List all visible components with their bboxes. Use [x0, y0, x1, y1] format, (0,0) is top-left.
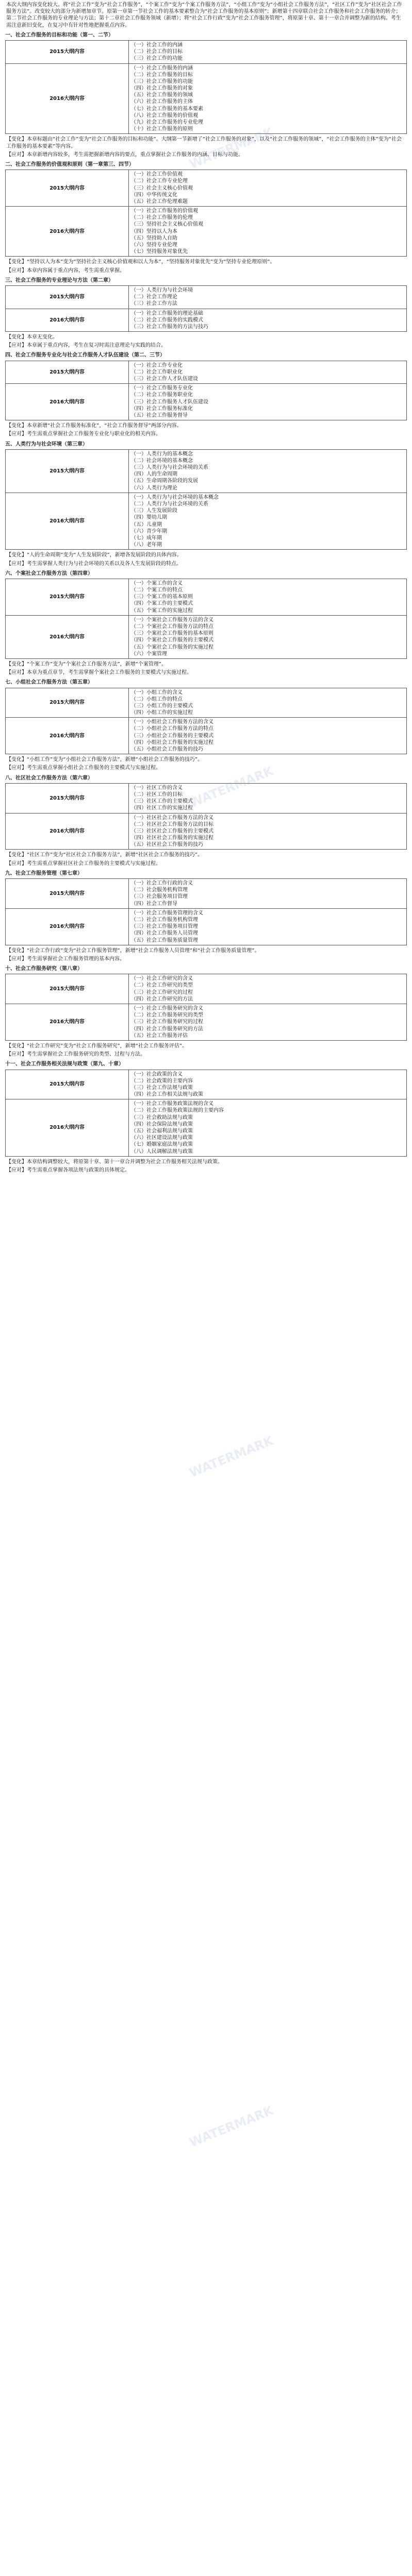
- outline-item: （八）社会工作服务的价值观: [131, 112, 198, 118]
- outline-item: （一）社会工作服务政策法规的含义: [131, 1101, 213, 1107]
- outline-items: [129, 285, 407, 309]
- section-title: 四、社会工作服务专业化与社会工作服务人才队伍建设（第二、三节）: [5, 352, 165, 359]
- outline-item: （一）个案社会工作服务方法的含义: [131, 617, 213, 623]
- outline-section: [0, 441, 412, 567]
- change-note: 【变化】本章结构调整较大，将原第十章、第十一章合并调整为社会工作服务相关法规与政策。: [6, 1159, 223, 1165]
- section-title: 一、社会工作服务的目标和功能（第一、二节）: [5, 32, 113, 38]
- outline-item: （三）坚持社会主义核心价值观: [131, 222, 203, 228]
- comparison-table: [5, 579, 407, 659]
- outline-item: （一）社会工作价值观: [131, 172, 183, 178]
- outline-item: （二）社会服务机构管理: [131, 887, 188, 893]
- outline-item: （二）社会政策的主要内容: [131, 1078, 193, 1084]
- table-row: [6, 688, 407, 718]
- outline-items: [129, 207, 407, 257]
- table-row: [6, 813, 407, 850]
- strategy-note: 【应对】考生需掌握社会工作服务研究的类型、过程与方法。: [6, 1052, 145, 1058]
- year-label: 2016大纲内容: [6, 615, 129, 658]
- outline-item: （四）社会工作服务标准化: [131, 405, 193, 412]
- watermark: WATERMARK: [187, 1433, 275, 1480]
- year-label: 2016大纲内容: [6, 309, 129, 332]
- outline-item: （二）小组社会工作服务方法的特点: [131, 726, 213, 732]
- outline-items: [129, 449, 407, 493]
- year-label: 2016大纲内容: [6, 908, 129, 945]
- outline-item: （三）社会服务项目管理: [131, 894, 188, 900]
- outline-item: （六）青少年期: [131, 528, 167, 534]
- outline-item: （五）生命周期各阶段的发展: [131, 478, 198, 484]
- table-row: [6, 879, 407, 909]
- outline-item: （四）中华传统文化: [131, 192, 177, 198]
- year-label: 2015大纲内容: [6, 40, 129, 63]
- outline-item: （一）小组社会工作服务方法的含义: [131, 719, 213, 725]
- outline-item: （五）社会工作服务质量管理: [131, 937, 198, 943]
- outline-item: （四）婴幼儿期: [131, 515, 167, 521]
- outline-section: [0, 32, 412, 158]
- section-title: 十、社会工作服务研究（第八章）: [5, 966, 83, 972]
- change-note: 【变化】“小组工作”变为“小组社会工作服务方法”，新增“小组社会工作服务的技巧”。: [6, 757, 203, 763]
- year-label: 2015大纲内容: [6, 170, 129, 207]
- outline-items: [129, 783, 407, 813]
- outline-items: [129, 63, 407, 134]
- outline-item: （三）人类行为与社会环境的关系: [131, 465, 208, 471]
- section-title: 二、社会工作服务的价值观和原则（第一章第三、四节）: [5, 161, 134, 167]
- outline-item: （五）儿童期: [131, 521, 162, 528]
- comparison-table: [5, 1070, 407, 1157]
- outline-items: [129, 1070, 407, 1099]
- change-note: 【变化】“社区工作”变为“社区社会工作服务方法”，新增“社区社会工作服务的技巧”。: [6, 852, 203, 858]
- watermark: WATERMARK: [187, 2103, 275, 2150]
- outline-item: （六）社区建设法规与政策: [131, 1135, 193, 1141]
- sections: [0, 32, 412, 1174]
- change-note: 【变化】“个案工作”变为“个案社会工作服务方法”，新增“个案管理”。: [6, 661, 167, 667]
- outline-item: （二）社会工作服务政策法规的主要内容: [131, 1108, 224, 1114]
- outline-item: （三）人生发展阶段: [131, 508, 177, 514]
- outline-items: [129, 170, 407, 207]
- outline-item: （四）小组工作的实施过程: [131, 710, 193, 716]
- section-title: 六、个案社会工作服务方法（第四章）: [5, 570, 93, 577]
- year-label: 2015大纲内容: [6, 361, 129, 384]
- outline-item: （二）社会工作服务的目标: [131, 72, 193, 78]
- table-row: [6, 1004, 407, 1041]
- outline-item: （五）社区社会工作服务的技巧: [131, 842, 203, 848]
- comparison-table: [5, 974, 407, 1041]
- outline-item: （四）社区工作的实施过程: [131, 805, 193, 811]
- outline-section: [0, 1061, 412, 1174]
- outline-item: （三）社会工作服务人才队伍建设: [131, 399, 208, 405]
- outline-item: （一）个案工作的含义: [131, 580, 183, 586]
- comparison-table: [5, 40, 407, 134]
- outline-item: （一）社会工作服务管理的含义: [131, 910, 203, 916]
- outline-section: [0, 277, 412, 349]
- year-label: 2015大纲内容: [6, 579, 129, 615]
- outline-item: （一）社会工作行政的含义: [131, 880, 193, 886]
- comparison-table: [5, 878, 407, 945]
- outline-items: [129, 974, 407, 1004]
- outline-item: （二）个案工作的特点: [131, 587, 183, 594]
- outline-item: （四）社会工作服务研究的方法: [131, 1026, 203, 1032]
- outline-item: （一）人类行为与社会环境: [131, 287, 193, 293]
- outline-items: [129, 493, 407, 550]
- outline-item: （三）社会工作研究的过程: [131, 989, 193, 995]
- outline-item: （四）社会工作研究的方法: [131, 996, 193, 1002]
- year-label: 2016大纲内容: [6, 1004, 129, 1041]
- outline-item: （二）小组工作的特点: [131, 696, 183, 702]
- year-label: 2016大纲内容: [6, 718, 129, 754]
- outline-item: （一）社会工作服务的理论基础: [131, 310, 203, 316]
- outline-items: [129, 1004, 407, 1041]
- table-row: [6, 579, 407, 615]
- outline-item: （二）社会工作的目标: [131, 49, 183, 55]
- outline-item: （六）人类行为理论: [131, 485, 177, 491]
- year-label: 2016大纲内容: [6, 1099, 129, 1157]
- strategy-note: 【应对】考生需重点掌握各项法规与政策的具体规定。: [6, 1167, 130, 1173]
- outline-item: （一）社会工作研究的含义: [131, 976, 193, 982]
- outline-item: （二）社区工作的目标: [131, 791, 183, 798]
- table-row: [6, 615, 407, 658]
- outline-item: （七）成年期: [131, 535, 162, 541]
- outline-items: [129, 1099, 407, 1157]
- comparison-table: [5, 688, 407, 755]
- comparison-table: [5, 449, 407, 550]
- year-label: 2015大纲内容: [6, 974, 129, 1004]
- outline-item: （二）社会环境的基本概念: [131, 457, 193, 464]
- outline-item: （三）社会工作的功能: [131, 56, 183, 62]
- outline-item: （三）社会工作服务项目管理: [131, 924, 198, 930]
- outline-item: （六）坚持专业伦理: [131, 242, 177, 248]
- outline-item: （五）社会工作服务督导: [131, 412, 188, 418]
- outline-item: （二）社会工作服务的实践模式: [131, 317, 203, 323]
- strategy-note: 【应对】考生需掌握人类行为与社会环境的关系以及各人生发展阶段的特点。: [6, 561, 182, 567]
- strategy-note: 【应对】本章新增内容较多，考生需把握新增内容的要点，重点掌握社会工作服务的内涵、目标与功能。: [6, 151, 243, 158]
- outline-item: （一）社区工作的含义: [131, 785, 183, 791]
- outline-section: [0, 352, 412, 437]
- section-title: 三、社会工作服务的专业理论与方法（第二章）: [5, 277, 113, 283]
- outline-item: （八）老年期: [131, 542, 162, 548]
- table-row: [6, 207, 407, 257]
- outline-item: （二）社会工作理论: [131, 294, 177, 300]
- outline-item: （一）社区社会工作服务方法的含义: [131, 815, 213, 821]
- outline-section: [0, 570, 412, 676]
- outline-item: （二）社会工作专业伦理: [131, 178, 188, 184]
- outline-item: （四）社会工作督导: [131, 901, 177, 907]
- table-row: [6, 974, 407, 1004]
- outline-item: （三）小组工作的主要模式: [131, 703, 193, 709]
- outline-item: （一）社会工作服务的价值观: [131, 208, 198, 214]
- outline-item: （八）人民调解法规与政策: [131, 1148, 193, 1155]
- outline-item: （二）人类行为与社会环境的关系: [131, 501, 208, 507]
- table-row: [6, 285, 407, 309]
- section-title: 十一、社会工作服务相关法规与政策（第九、十章）: [5, 1061, 124, 1067]
- comparison-table: [5, 170, 407, 257]
- year-label: 2016大纲内容: [6, 813, 129, 850]
- outline-item: （二）社会工作职业化: [131, 369, 183, 375]
- outline-item: （一）社会工作服务的内涵: [131, 65, 193, 71]
- table-row: [6, 1099, 407, 1157]
- outline-item: （一）社会工作服务研究的含义: [131, 1006, 203, 1011]
- outline-item: （四）小组社会工作服务的实施过程: [131, 739, 213, 745]
- strategy-note: 【应对】考生需掌握社会工作服务管理的基本内容。: [6, 956, 125, 962]
- outline-items: [129, 908, 407, 945]
- outline-item: （三）个案工作的基本原则: [131, 594, 193, 600]
- outline-item: （五）小组社会工作服务的技巧: [131, 747, 203, 752]
- outline-item: （一）社会工作专业化: [131, 362, 183, 368]
- table-row: [6, 309, 407, 332]
- year-label: 2015大纲内容: [6, 285, 129, 309]
- change-note: 【变化】“人的生命周期”变为“人生发展阶段”，新增各发展阶段的具体内容。: [6, 552, 182, 558]
- outline-item: （五）社会工作服务评估: [131, 1032, 188, 1039]
- section-title: 七、小组社会工作服务方法（第五章）: [5, 680, 93, 686]
- table-row: [6, 783, 407, 813]
- comparison-table: [5, 285, 407, 332]
- outline-item: （四）社会工作服务人员管理: [131, 930, 198, 937]
- outline-item: （四）社会工作服务的对象: [131, 86, 193, 92]
- table-row: [6, 908, 407, 945]
- comparison-table: [5, 361, 407, 421]
- outline-items: [129, 361, 407, 384]
- outline-item: （三）社会工作服务的方法与技巧: [131, 324, 208, 330]
- outline-item: （五）社会福利法规与政策: [131, 1128, 193, 1134]
- outline-item: （四）个案社会工作服务的主要模式: [131, 637, 213, 643]
- outline-item: （二）社会工作服务的伦理: [131, 215, 193, 221]
- outline-item: （四）社会保险法规与政策: [131, 1121, 193, 1127]
- table-row: [6, 40, 407, 63]
- outline-item: （一）人类行为与社会环境的基本概念: [131, 494, 219, 500]
- outline-item: （六）社会工作服务的主体: [131, 99, 193, 105]
- change-note: 【变化】本章无变化。: [6, 334, 58, 341]
- outline-item: （四）个案工作的主要模式: [131, 601, 193, 607]
- outline-items: [129, 718, 407, 754]
- strategy-note: 【应对】本章属于重点内容，考生在复习时需注意理论与实践的结合。: [6, 343, 166, 349]
- outline-item: （一）人类行为的基本概念: [131, 451, 193, 457]
- outline-item: （一）社会政策的含义: [131, 1071, 183, 1077]
- table-row: [6, 493, 407, 550]
- year-label: 2016大纲内容: [6, 384, 129, 420]
- outline-section: [0, 775, 412, 867]
- table-row: [6, 361, 407, 384]
- watermark: WATERMARK: [187, 764, 275, 810]
- change-note: 【变化】“社会工作行政”变为“社会工作服务管理”，新增“社会工作服务人员管理”和“社会工作服务质量管理”。: [6, 947, 260, 954]
- outline-item: （一）社会工作的内涵: [131, 42, 183, 48]
- outline-item: （三）社会工作方法: [131, 301, 177, 307]
- outline-items: [129, 879, 407, 909]
- outline-item: （二）社会工作服务研究的类型: [131, 1012, 203, 1019]
- outline-item: （五）社会工作伦理难题: [131, 198, 188, 205]
- outline-item: （三）社区工作的主要模式: [131, 799, 193, 805]
- outline-item: （三）社会救助法规与政策: [131, 1114, 193, 1121]
- outline-item: （五）个案工作的实施过程: [131, 607, 193, 614]
- outline-item: （三）社会工作服务研究的过程: [131, 1019, 203, 1025]
- strategy-note: 【应对】考生需重点掌握社会工作服务专业化与职业化的相关内容。: [6, 431, 161, 437]
- intro-paragraph: 本次大纲内容变化较大。将“社会工作”变为“社会工作服务”，“个案工作”变为“个案工作服务方法”，“小组工作”变为“小组社会工作服务方法”，“社区工作”变为“社区社会工作服务方法”。改变较大的部分为新增加章节。原第一章第一节社会工作的基本要素整合为“社会工作服务的基本原则”；新增第十四章联合社会工作服务和社会工作服务的转介；第二节社会工作服务的专业理论与方法；第十二章社会工作服务领域（新增）；将“社会工作行政”变为“社会工作服务管理”，将原第十章、第十一章合并调整为新的结构。考生需注意新旧变化，在复习中有针对性地把握重点内容。: [6, 2, 402, 28]
- outline-item: （二）个案社会工作服务方法的特点: [131, 624, 213, 630]
- outline-item: （四）人的生命周期: [131, 471, 177, 478]
- year-label: 2016大纲内容: [6, 63, 129, 134]
- outline-item: （三）个案社会工作服务的基本原则: [131, 631, 213, 637]
- watermark: WATERMARK: [187, 125, 275, 172]
- table-row: [6, 449, 407, 493]
- outline-item: （三）社会主义核心价值观: [131, 185, 193, 191]
- outline-section: [0, 679, 412, 771]
- outline-item: （三）社会工作人才队伍建设: [131, 376, 198, 382]
- table-row: [6, 1070, 407, 1099]
- outline-section: [0, 965, 412, 1058]
- table-row: [6, 718, 407, 754]
- year-label: 2016大纲内容: [6, 207, 129, 257]
- change-note: 【变化】“社会工作研究”变为“社会工作服务研究”，新增“社会工作服务评估”。: [6, 1043, 188, 1049]
- table-row: [6, 63, 407, 134]
- outline-item: （七）社会工作服务的基本要素: [131, 106, 203, 112]
- outline-item: （三）社会工作法规与政策: [131, 1084, 193, 1091]
- outline-section: [0, 870, 412, 962]
- outline-item: （七）婚姻家庭法规与政策: [131, 1142, 193, 1148]
- outline-item: （五）个案社会工作服务的实施过程: [131, 644, 213, 650]
- outline-item: （九）社会工作服务的专业伦理: [131, 120, 203, 125]
- outline-item: （三）小组社会工作服务的主要模式: [131, 733, 213, 739]
- year-label: 2015大纲内容: [6, 1070, 129, 1099]
- year-label: 2015大纲内容: [6, 449, 129, 493]
- strategy-note: 【应对】考生需重点掌握社区社会工作服务的主要模式与实施过程。: [6, 860, 161, 867]
- comparison-table: [5, 783, 407, 850]
- year-label: 2015大纲内容: [6, 688, 129, 718]
- year-label: 2016大纲内容: [6, 493, 129, 550]
- outline-item: （一）社会工作服务专业化: [131, 385, 193, 392]
- outline-items: [129, 813, 407, 850]
- outline-item: （五）坚持助人自助: [131, 235, 177, 241]
- outline-items: [129, 688, 407, 718]
- change-note: 【变化】本章标题由“社会工作”变为“社会工作服务的目标和功能”。大纲第一节新增了“社会工作服务的对象”，以及“社会工作服务的领域”，“社会工作服务的主体”变为“社会工作服务的基本要素”等内容。: [6, 137, 402, 149]
- strategy-note: 【应对】考生需重点掌握小组社会工作服务的主要模式与实施过程。: [6, 765, 161, 771]
- outline-items: [129, 615, 407, 658]
- outline-item: （四）社会工作相关法规与政策: [131, 1092, 203, 1098]
- table-row: [6, 384, 407, 420]
- year-label: 2015大纲内容: [6, 783, 129, 813]
- outline-item: （四）社区社会工作服务的实施过程: [131, 835, 213, 841]
- section-title: 八、社区社会工作服务方法（第六章）: [5, 775, 93, 781]
- year-label: 2015大纲内容: [6, 879, 129, 909]
- outline-item: （十）社会工作服务的原则: [131, 126, 193, 132]
- table-row: [6, 170, 407, 207]
- outline-item: （三）社区社会工作服务的主要模式: [131, 828, 213, 834]
- outline-item: （二）社会工作研究的类型: [131, 982, 193, 989]
- strategy-note: 【应对】本章为重点章节，考生需掌握个案社会工作服务的主要模式与实施过程。: [6, 670, 192, 676]
- outline-item: （三）社会工作服务的功能: [131, 78, 193, 84]
- outline-item: （二）社会工作服务职业化: [131, 392, 193, 398]
- section-title: 五、人类行为与社会环境（第三章）: [5, 441, 88, 447]
- outline-items: [129, 384, 407, 420]
- outline-items: [129, 579, 407, 615]
- outline-item: （七）坚持服务对象优先: [131, 249, 188, 255]
- outline-item: （四）坚持以人为本: [131, 228, 177, 234]
- section-title: 九、社会工作服务管理（第七章）: [5, 870, 83, 876]
- change-note: 【变化】本章新增“社会工作服务标准化”，“社会工作服务督导”两部分内容。: [6, 423, 182, 429]
- outline-items: [129, 40, 407, 63]
- outline-section: [0, 161, 412, 274]
- outline-item: （一）小组工作的含义: [131, 689, 183, 696]
- outline-items: [129, 309, 407, 332]
- outline-item: （五）社会工作服务的领域: [131, 92, 193, 98]
- strategy-note: 【应对】本章内容属于重点内容，考生需重点掌握。: [6, 267, 125, 274]
- outline-item: （六）个案管理: [131, 651, 167, 657]
- outline-item: （二）社会工作服务机构管理: [131, 917, 198, 923]
- outline-item: （二）社区社会工作服务方法的目标: [131, 821, 213, 827]
- change-note: 【变化】“坚持以人为本”变为“坚持社会主义核心价值观和以人为本”，“坚持服务对象优先”变为“坚持专业伦理原则”。: [6, 259, 275, 265]
